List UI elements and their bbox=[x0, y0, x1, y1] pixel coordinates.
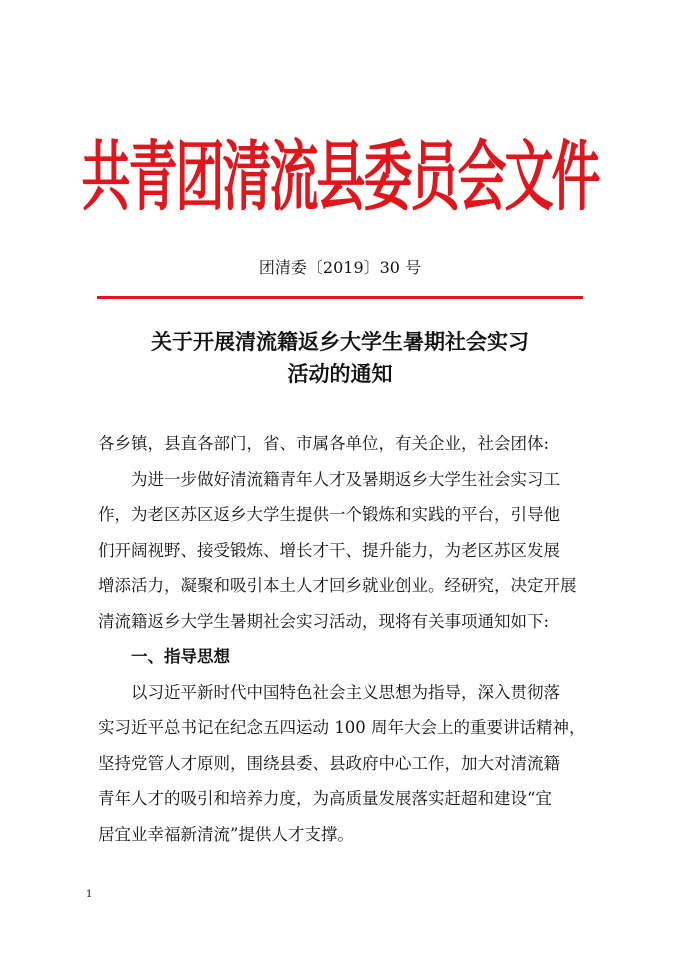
intro-line-1: 为进一步做好清流籍青年人才及暑期返乡大学生社会实习工 bbox=[131, 469, 560, 489]
intro-paragraph bbox=[98, 462, 588, 640]
ideology-line-4: 青年人才的吸引和培养力度，为高质量发展落实赶超和建设“宜 bbox=[98, 789, 552, 808]
guiding-ideology-paragraph bbox=[98, 675, 588, 853]
intro-line-4: 增添活力，凝聚和吸引本土人才回乡就业创业。经研究，决定开展 bbox=[98, 576, 577, 595]
page-number: 1 bbox=[86, 889, 93, 900]
intro-line-3: 们开阔视野、接受锻炼、增长才干、提升能力，为老区苏区发展 bbox=[98, 540, 560, 560]
ideology-line-2: 实习近平总书记在纪念五四运动 100 周年大会上的重要讲话精神， bbox=[98, 718, 586, 737]
document-number: 团清委〔2019〕30 号 bbox=[258, 258, 422, 277]
notice-title-line-1: 关于开展清流籍返乡大学生暑期社会实习 bbox=[151, 330, 529, 354]
notice-title-line-2: 活动的通知 bbox=[287, 362, 393, 386]
intro-line-2: 作，为老区苏区返乡大学生提供一个锻炼和实践的平台，引导他 bbox=[98, 505, 560, 524]
addressee-line: 各乡镇，县直各部门，省、市属各单位，有关企业，社会团体: bbox=[98, 434, 550, 453]
ideology-line-5: 居宜业幸福新清流”提供人才支撑。 bbox=[98, 824, 354, 844]
document-body bbox=[98, 426, 588, 852]
notice-title bbox=[0, 326, 680, 390]
red-divider-line bbox=[97, 296, 583, 299]
intro-line-5: 清流籍返乡大学生暑期社会实习活动，现将有关事项通知如下: bbox=[98, 611, 550, 631]
section-heading-guiding-ideology: 一、指导思想 bbox=[131, 647, 230, 666]
masthead-title: 共青团清流县委员会文件 bbox=[81, 133, 599, 222]
ideology-line-1: 以习近平新时代中国特色社会主义思想为指导，深入贯彻落 bbox=[131, 682, 560, 702]
ideology-line-3: 坚持党管人才原则，围绕县委、县政府中心工作，加大对清流籍 bbox=[98, 753, 560, 773]
